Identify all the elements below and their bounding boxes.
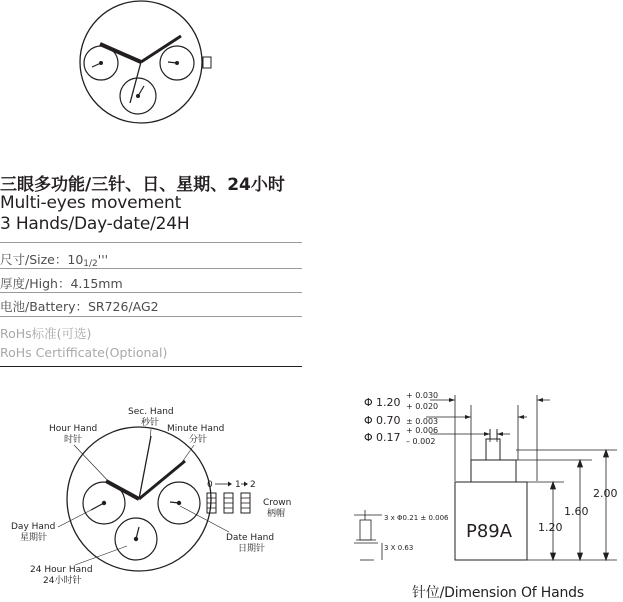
crown-pos-0: 0	[207, 480, 213, 490]
spec-size-value: 10	[67, 252, 84, 267]
spec-size-suffix: '''	[97, 252, 109, 267]
date-hand-label: Date Hand	[226, 533, 275, 543]
title-chinese: 三眼多功能/三针、日、星期、24小时	[0, 175, 285, 195]
movement-model-label: P89A	[466, 521, 513, 542]
movement-front-view	[70, 0, 230, 130]
crown-label: Crown	[263, 498, 292, 508]
hand-dimension-drawing	[352, 385, 617, 582]
spec-size-label: 尺寸/Size：	[0, 252, 68, 267]
day-hand-label-cn: 星期针	[20, 533, 48, 543]
dim-height-1: 1.20	[538, 521, 563, 534]
divider	[0, 268, 302, 269]
minute-hand-label-cn: 分针	[189, 435, 208, 445]
24h-hand-label-cn: 24小时针	[43, 576, 82, 586]
sec-hand-label: Sec. Hand	[128, 407, 174, 417]
dimension-caption: 针位/Dimension Of Hands	[412, 585, 584, 601]
dim-d1-tol-minus: + 0.020	[406, 402, 439, 411]
dim-d3-symbol: Φ	[364, 431, 373, 444]
sec-hand-label-cn: 秒针	[141, 418, 160, 428]
dim-d1-value: 1.20	[376, 396, 401, 409]
day-hand-label: Day Hand	[11, 522, 56, 532]
dim-d1-tol-plus: + 0.030	[406, 391, 439, 400]
crown-positions	[207, 480, 256, 513]
spec-size	[0, 250, 302, 268]
spec-rohs-en: RoHs Certifficate(Optional)	[0, 345, 168, 360]
dim-d2-symbol: Φ	[364, 414, 373, 427]
pin-note-diameter: 3 x Φ0.21 ± 0.006	[384, 514, 449, 522]
24h-hand-label: 24 Hour Hand	[30, 565, 93, 575]
crown-pos-2: 2	[250, 480, 256, 490]
dim-d1-symbol: Φ	[364, 396, 373, 409]
title-english-line1: Multi-eyes movement	[0, 193, 182, 213]
title-english-line2: 3 Hands/Day-date/24H	[0, 214, 190, 234]
pin-note-length: 3 X 0.63	[384, 544, 414, 552]
crown-label-cn: 柄帽	[267, 509, 286, 519]
hour-hand-label-cn: 时针	[64, 435, 83, 445]
dim-d3-tol-plus: + 0.006	[406, 426, 439, 435]
hands-diagram	[0, 398, 310, 588]
spec-height: 厚度/High：4.15mm	[0, 276, 123, 291]
spec-size-fraction: 1/2	[83, 259, 98, 269]
dim-height-2: 1.60	[564, 505, 589, 518]
date-hand-label-cn: 日期针	[238, 544, 266, 554]
hand-pin-detail	[354, 510, 382, 560]
divider	[0, 316, 302, 317]
dim-d3-value: 0.17	[376, 431, 401, 444]
hour-hand-label: Hour Hand	[49, 424, 98, 434]
crown-pos-1: 1	[235, 480, 241, 490]
divider	[0, 366, 302, 367]
divider	[0, 292, 302, 293]
dim-d2-value: 0.70	[376, 414, 401, 427]
dim-height-3: 2.00	[593, 487, 617, 500]
dim-d3-tol-minus: – 0.002	[406, 437, 436, 446]
spec-battery: 电池/Battery：SR726/AG2	[0, 299, 159, 314]
minute-hand-label: Minute Hand	[167, 424, 225, 434]
spec-rohs-cn: RoHs标准(可选)	[0, 326, 92, 341]
dim-d2-tol: ± 0.003	[406, 417, 439, 426]
divider	[0, 242, 302, 243]
